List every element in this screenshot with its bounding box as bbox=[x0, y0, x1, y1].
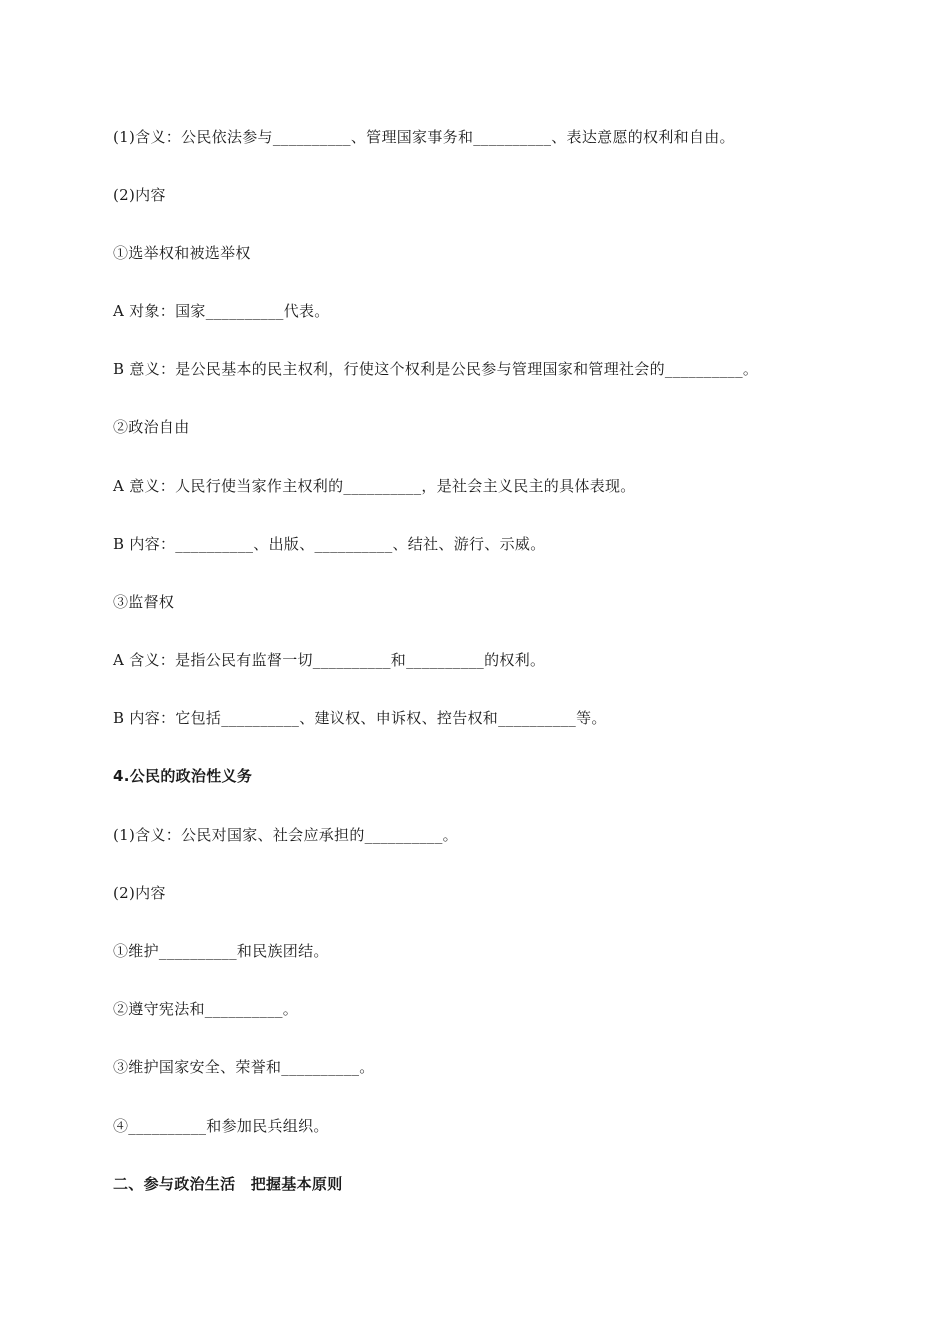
text-line-freedom-meaning: A 意义：人民行使当家作主权利的__________，是社会主义民主的具体表现。 bbox=[113, 477, 636, 495]
text-line-duty-constitution: ②遵守宪法和__________。 bbox=[113, 1000, 299, 1018]
text-line-content-heading: (2)内容 bbox=[113, 186, 166, 204]
text-line-supervision-right: ③监督权 bbox=[113, 593, 175, 611]
text-line-duty-unity: ①维护__________和民族团结。 bbox=[113, 942, 329, 960]
section-heading-principles: 二、参与政治生活 把握基本原则 bbox=[113, 1175, 343, 1193]
text-line-duties-definition: (1)含义：公民对国家、社会应承担的__________。 bbox=[113, 826, 458, 844]
text-line-election-object: A 对象：国家__________代表。 bbox=[113, 302, 330, 320]
text-line-supervision-definition: A 含义：是指公民有监督一切__________和__________的权利。 bbox=[113, 651, 546, 669]
text-line-election-meaning: B 意义：是公民基本的民主权利，行使这个权利是公民参与管理国家和管理社会的__________。 bbox=[113, 360, 759, 378]
text-line-supervision-content: B 内容：它包括__________、建议权、申诉权、控告权和__________等。 bbox=[113, 709, 607, 727]
text-line-political-freedom: ②政治自由 bbox=[113, 418, 190, 436]
text-line-duty-security: ③维护国家安全、荣誉和__________。 bbox=[113, 1058, 375, 1076]
text-line-freedom-content: B 内容：__________、出版、__________、结社、游行、示威。 bbox=[113, 535, 546, 553]
text-line-duty-military: ④__________和参加民兵组织。 bbox=[113, 1117, 329, 1135]
section-heading-political-duties: 4.公民的政治性义务 bbox=[113, 767, 253, 785]
text-line-election-rights: ①选举权和被选举权 bbox=[113, 244, 251, 262]
text-line-duties-content-heading: (2)内容 bbox=[113, 884, 166, 902]
text-line-participation-definition: (1)含义：公民依法参与__________、管理国家事务和__________、表达意愿的权利和自由。 bbox=[113, 128, 735, 146]
